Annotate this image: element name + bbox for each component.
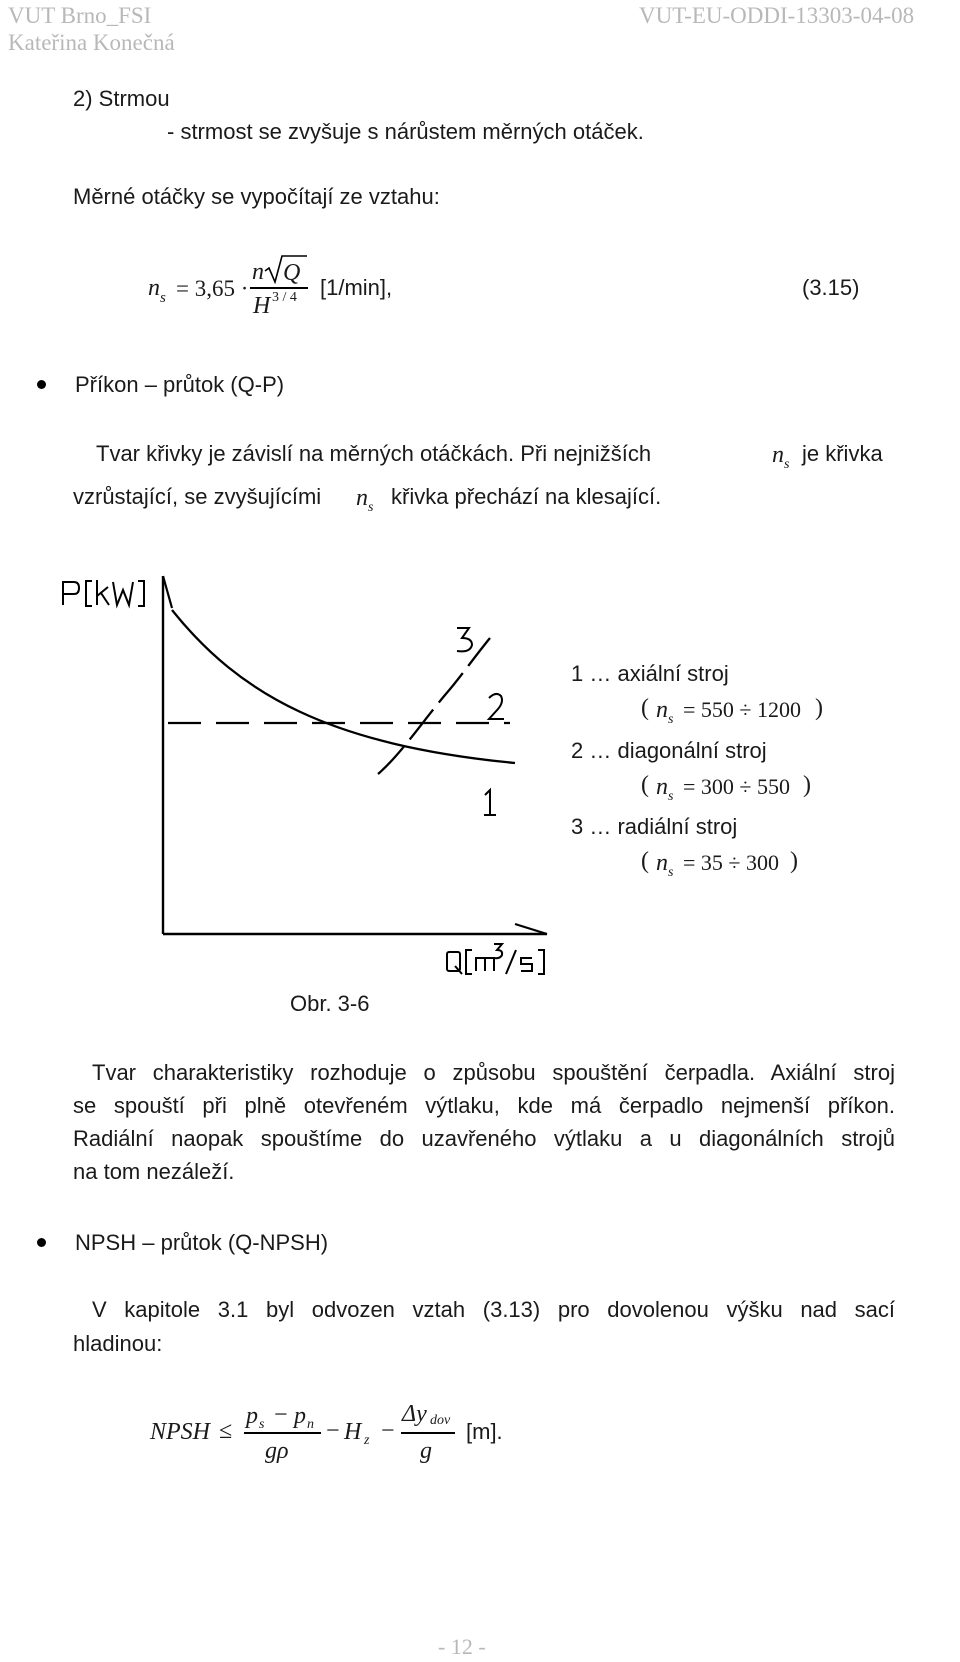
legend-n: n — [656, 774, 668, 800]
legend-range: = 300 ÷ 550 — [683, 774, 790, 799]
paragraph-text: Tvar křivky je závislí na měrných otáčkách. Při nejnižších — [96, 441, 652, 466]
paragraph-text: hladinou: — [73, 1331, 163, 1356]
legend-paren: ( — [641, 695, 649, 721]
eq-npsh-ps: p — [246, 1403, 258, 1429]
figure-caption: Obr. 3-6 — [290, 991, 370, 1016]
bullet-dot — [37, 1238, 46, 1247]
paragraph-text: Radiální naopak spouštíme do uzavřeného výtlaku a u diagonálních strojů — [73, 1126, 895, 1151]
paragraph-text: vzrůstající, se zvyšujícími — [73, 484, 322, 509]
legend-n: n — [656, 850, 668, 876]
eq-num-Q: Q — [283, 260, 301, 286]
header-document-code: VUT-EU-ODDI-13303-04-08 — [639, 3, 915, 28]
header-author-name: Kateřina Konečná — [8, 30, 175, 55]
eq-den-exponent: 3 / 4 — [272, 290, 297, 305]
bullet-label: Příkon – průtok (Q-P) — [75, 372, 285, 397]
header-author-institution: VUT Brno_FSI — [8, 3, 152, 28]
eq-npsh-lhs: NPSH — [150, 1419, 210, 1445]
eq-lhs-n: n — [148, 275, 160, 301]
paragraph-text: na tom nezáleží. — [73, 1159, 235, 1184]
paragraph-text: se spouští při plně otevřeném výtlaku, kde má čerpadlo nejmenší příkon. — [73, 1093, 895, 1118]
curve-label-3 — [457, 628, 472, 651]
x-axis-arrow — [515, 924, 547, 934]
eq-npsh-minus: − — [326, 1418, 340, 1444]
eq-unit: [1/min], — [320, 275, 393, 300]
legend-paren: ( — [641, 772, 649, 798]
curve-1 — [172, 610, 515, 763]
eq-den-H: H — [253, 293, 271, 319]
eq-constant: = 3,65 · — [176, 276, 249, 301]
legend-paren: ) — [803, 772, 811, 798]
x-axis-label — [447, 944, 544, 974]
curve-label-2 — [489, 694, 504, 719]
eq-npsh-unit: [m]. — [466, 1419, 503, 1444]
symbol-n: n — [772, 442, 784, 468]
eq-lhs-sub: s — [160, 290, 166, 306]
eq-npsh-den1: gρ — [265, 1438, 289, 1464]
eq-npsh-ps-sub: s — [259, 1417, 265, 1432]
legend-paren: ( — [641, 848, 649, 874]
eq-npsh-H: H — [344, 1419, 362, 1445]
intro-text: Měrné otáčky se vypočítají ze vztahu: — [73, 184, 440, 209]
eq-npsh-minus: − — [274, 1402, 288, 1428]
eq-npsh-pn-sub: n — [307, 1417, 314, 1432]
legend-sub: s — [668, 865, 674, 880]
section-description: - strmost se zvyšuje s nárůstem měrných otáček. — [167, 119, 644, 144]
bullet-dot — [37, 380, 46, 389]
eq-npsh-dy: Δy — [402, 1401, 427, 1427]
symbol-sub-s: s — [784, 457, 790, 472]
eq-npsh-minus: − — [381, 1418, 395, 1444]
y-axis-label — [63, 580, 144, 606]
characteristic-figure — [0, 560, 960, 1040]
paragraph-text: je křivka — [802, 441, 883, 466]
symbol-n: n — [356, 485, 368, 511]
legend-sub: s — [668, 789, 674, 804]
fraction-bar — [250, 287, 308, 289]
legend-n: n — [656, 697, 668, 723]
legend-title: 3 … radiální stroj — [571, 814, 738, 839]
legend-paren: ) — [790, 848, 798, 874]
fraction-bar — [401, 1432, 455, 1434]
eq-npsh-pn: p — [294, 1403, 306, 1429]
paragraph-text: křivka přechází na klesající. — [391, 484, 662, 509]
paragraph-text: Tvar charakteristiky rozhoduje o způsobu spouštění čerpadla. Axiální stroj — [92, 1060, 895, 1085]
eq-label: (3.15) — [802, 275, 860, 300]
curve-3 — [378, 638, 490, 774]
bullet-label: NPSH – průtok (Q-NPSH) — [75, 1230, 329, 1255]
legend-title: 1 … axiální stroj — [571, 661, 729, 686]
symbol-sub-s: s — [368, 500, 374, 515]
eq-npsh-dy-sub: dov — [430, 1413, 451, 1428]
eq-npsh-le: ≤ — [219, 1418, 233, 1444]
legend-paren: ) — [815, 695, 823, 721]
legend-range: = 35 ÷ 300 — [683, 850, 779, 875]
paragraph-text: V kapitole 3.1 byl odvozen vztah (3.13) pro dovolenou výšku nad sací — [92, 1297, 895, 1322]
eq-num-n: n — [252, 259, 264, 285]
section-heading: 2) Strmou — [73, 86, 170, 111]
page-number: - 12 - — [438, 1634, 486, 1659]
legend-title: 2 … diagonální stroj — [571, 738, 767, 763]
eq-npsh-den2: g — [420, 1438, 432, 1464]
legend-sub: s — [668, 712, 674, 727]
y-axis-arrow — [163, 576, 172, 608]
fraction-bar — [244, 1432, 321, 1434]
curve-label-1 — [484, 790, 496, 815]
legend-range: = 550 ÷ 1200 — [683, 697, 801, 722]
eq-npsh-H-sub: z — [364, 1433, 370, 1448]
